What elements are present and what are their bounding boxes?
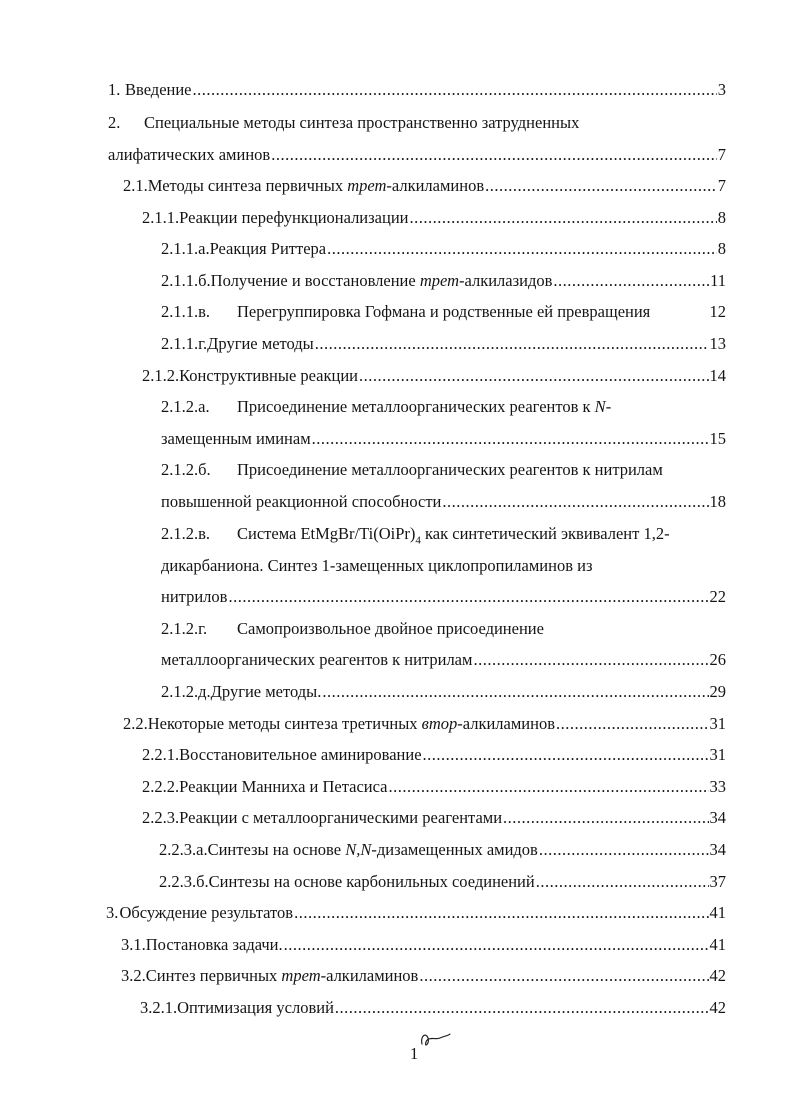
toc-entry: 2.2.1. Восстановительное аминирование ..... 31 <box>142 745 726 765</box>
toc-entry: 2.2.3.а. Синтезы на основе N,N-дизамещенных амидов ..... 34 <box>159 840 726 860</box>
toc-entry: 2.1.2. Конструктивные реакции ..... 14 <box>142 366 726 386</box>
toc-entry: 1. Введение ..... 3 <box>108 80 726 100</box>
toc-entry: 2.1.1.г. Другие методы ..... 13 <box>161 334 726 354</box>
toc-entry-continuation: нитрилов ..... 22 <box>161 587 726 607</box>
toc-entry: 2. Специальные методы синтеза пространственно затрудненных <box>108 113 580 132</box>
toc-entry: 2.2.2. Реакции Манниха и Петасиса ..... 33 <box>142 777 726 797</box>
toc-entry: 2.1. Методы синтеза первичных трет-алкиламинов ..... 7 <box>123 176 726 196</box>
toc-entry: 2.2.3. Реакции с металлоорганическими реагентами ..... 34 <box>142 808 726 828</box>
toc-entry-continuation: замещенным иминам ..... 15 <box>161 429 726 449</box>
toc-entry: 2.2.3.б. Синтезы на основе карбонильных соединений ..... 37 <box>159 872 726 892</box>
toc-entry: 2.1.2.д. Другие методы. ..... 29 <box>161 682 726 702</box>
toc-entry-continuation: алифатических аминов ..... 7 <box>108 145 726 165</box>
toc-entry-continuation: металлоорганических реагентов к нитрилам ..... 26 <box>161 650 726 670</box>
toc-entry: 3. Обсуждение результатов ..... 41 <box>106 903 726 923</box>
toc-entry: 2.1.2.г. Самопроизвольное двойное присоединение <box>161 619 544 638</box>
page-number: 1 <box>410 1044 419 1063</box>
toc-entry: 3.1. Постановка задачи. ..... 41 <box>121 935 726 955</box>
toc-entry: 3.2. Синтез первичных трет-алкиламинов ..... 42 <box>121 966 726 986</box>
toc-entry-continuation: повышенной реакционной способности ..... 18 <box>161 492 726 512</box>
toc-entry-continuation: дикарбаниона. Синтез 1-замещенных циклопропиламинов из <box>161 556 593 575</box>
toc-entry: 2.1.1. Реакции перефункционализации ..... 8 <box>142 208 726 228</box>
toc-entry: 2.1.2.в. Система EtMgBr/$Ti(OiPr)_4$ как синтетический эквивалент 1,2- <box>161 524 670 547</box>
toc-entry: 2.1.2.а. Присоединение металлоорганических реагентов к N- <box>161 397 612 416</box>
leader-dots <box>193 80 717 100</box>
toc-entry: 2.1.1.б. Получение и восстановление трет-алкилазидов ..... 11 <box>161 271 726 291</box>
toc-entry: 3.2.1. Оптимизация условий ..... 42 <box>140 998 726 1018</box>
toc-entry: 2.1.1.в. Перегруппировка Гофмана и родственные ей превращения 12 <box>161 302 726 321</box>
toc-entry: 2.1.1.а. Реакция Риттера ..... 8 <box>161 239 726 259</box>
toc-entry: 2.1.2.б. Присоединение металлоорганических реагентов к нитрилам <box>161 460 663 479</box>
toc-entry: 2.2. Некоторые методы синтеза третичных втор-алкиламинов ..... 31 <box>123 714 726 734</box>
handwritten-mark-icon <box>410 1022 454 1062</box>
